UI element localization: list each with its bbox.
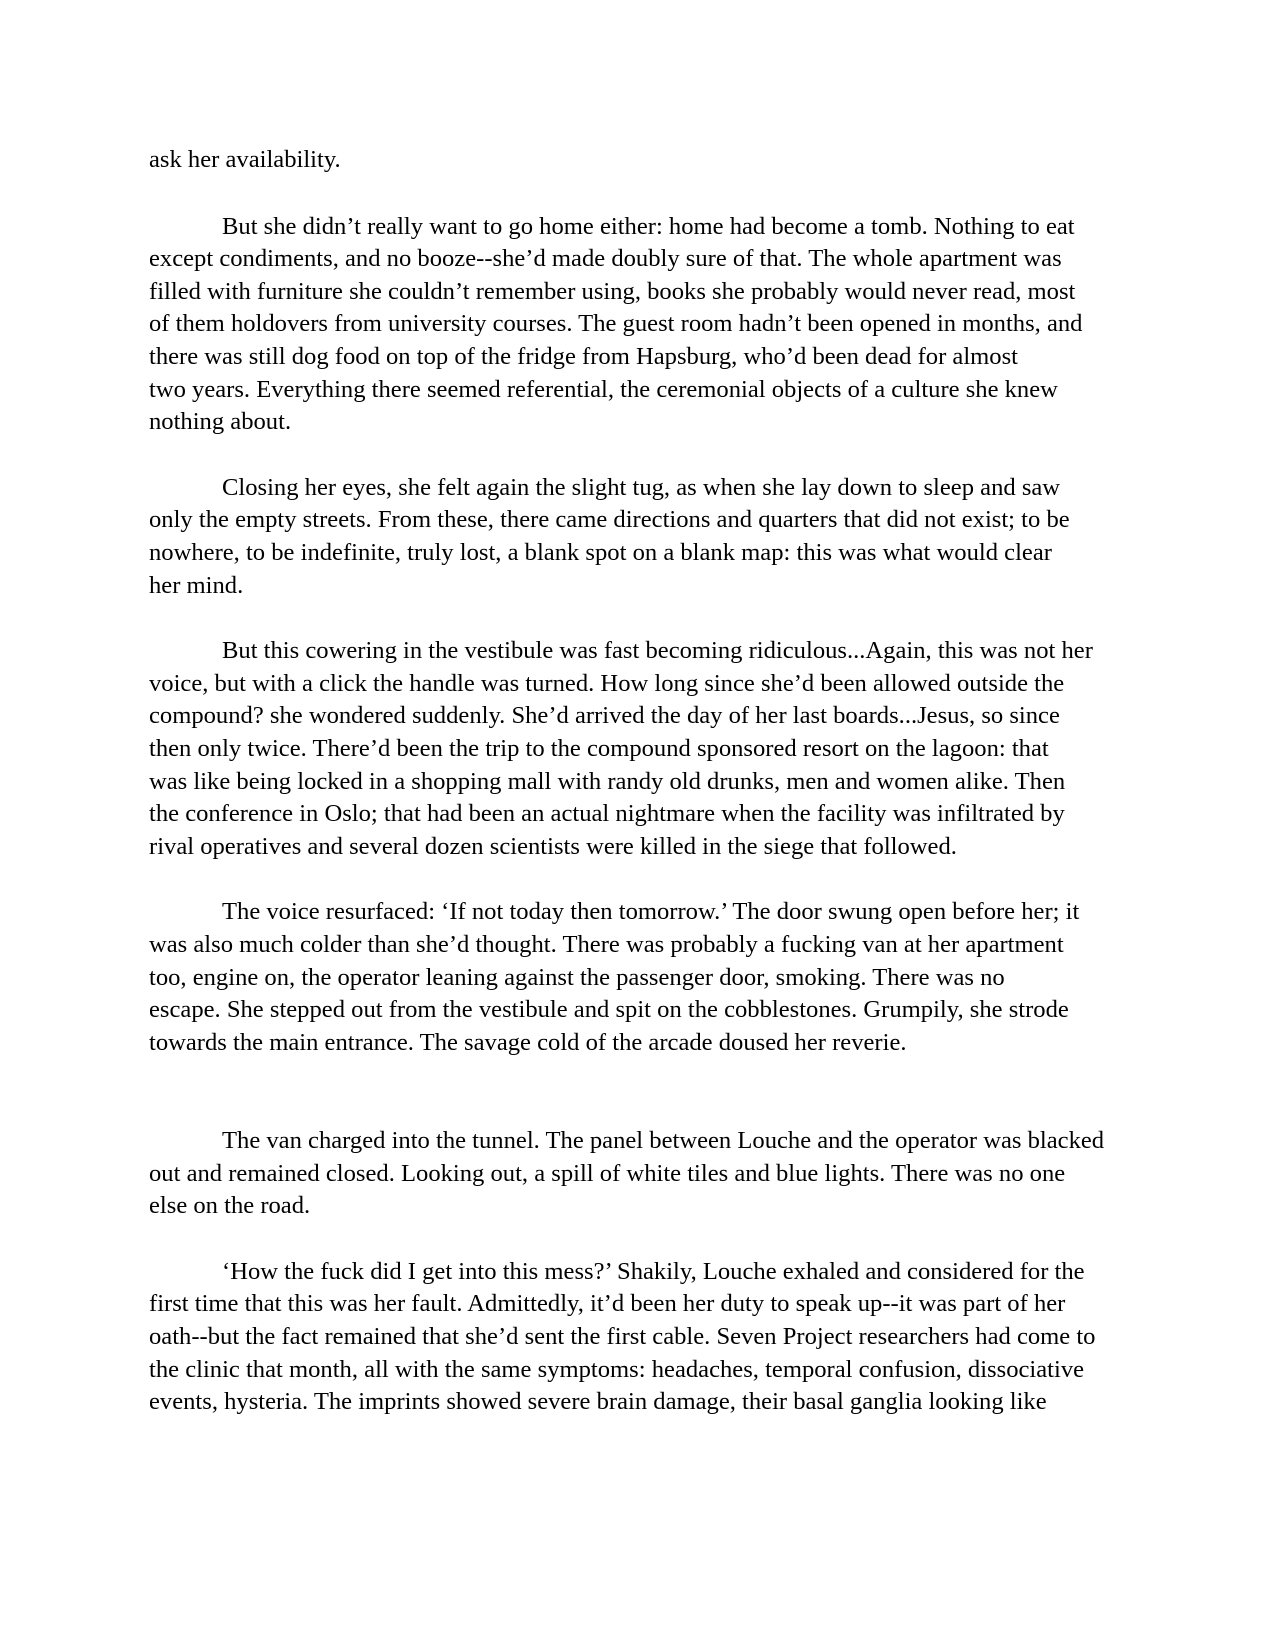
text-line: ‘How the fuck did I get into this mess?’ Shakily, Louche exhaled and considered for the (222, 1258, 1085, 1285)
text-line: the conference in Oslo; that had been an actual nightmare when the facility was infiltrated by (149, 800, 1065, 827)
text-line: out and remained closed. Looking out, a spill of white tiles and blue lights. There was no one (149, 1160, 1066, 1187)
text-line: nothing about. (149, 408, 292, 435)
text-line: else on the road. (149, 1192, 311, 1219)
text-line: her mind. (149, 572, 244, 599)
text-line: rival operatives and several dozen scientists were killed in the siege that followed. (149, 833, 957, 860)
text-line: two years. Everything there seemed referential, the ceremonial objects of a culture she knew (149, 376, 1058, 403)
text-line: except condiments, and no booze--she’d made doubly sure of that. The whole apartment was (149, 245, 1062, 272)
text-line: of them holdovers from university courses. The guest room hadn’t been opened in months, and (149, 310, 1083, 337)
text-line: Closing her eyes, she felt again the slight tug, as when she lay down to sleep and saw (222, 474, 1061, 501)
text-line: filled with furniture she couldn’t remember using, books she probably would never read, most (149, 278, 1076, 305)
text-line: events, hysteria. The imprints showed severe brain damage, their basal ganglia looking like (149, 1388, 1047, 1415)
text-line: towards the main entrance. The savage cold of the arcade doused her reverie. (149, 1029, 907, 1056)
text-line: oath--but the fact remained that she’d sent the first cable. Seven Project researchers had come to (149, 1323, 1096, 1350)
text-line: then only twice. There’d been the trip to the compound sponsored resort on the lagoon: that (149, 735, 1049, 762)
text-line: ask her availability. (149, 146, 341, 173)
text-line: But this cowering in the vestibule was fast becoming ridiculous...Again, this was not her (222, 637, 1093, 664)
text-line: nowhere, to be indefinite, truly lost, a blank spot on a blank map: this was what would clear (149, 539, 1052, 566)
text-line: only the empty streets. From these, there came directions and quarters that did not exist; to be (149, 506, 1070, 533)
text-line: the clinic that month, all with the same symptoms: headaches, temporal confusion, dissociative (149, 1356, 1085, 1383)
text-line: voice, but with a click the handle was turned. How long since she’d been allowed outside the (149, 670, 1065, 697)
text-line: there was still dog food on top of the fridge from Hapsburg, who’d been dead for almost (149, 343, 1019, 370)
text-line: was also much colder than she’d thought. There was probably a fucking van at her apartment (149, 931, 1064, 958)
text-line: The van charged into the tunnel. The panel between Louche and the operator was blacked (222, 1127, 1105, 1154)
text-line: But she didn’t really want to go home either: home had become a tomb. Nothing to eat (222, 213, 1075, 240)
text-line: first time that this was her fault. Admittedly, it’d been her duty to speak up--it was part of her (149, 1290, 1066, 1317)
text-line: was like being locked in a shopping mall with randy old drunks, men and women alike. Then (149, 768, 1066, 795)
text-line: escape. She stepped out from the vestibule and spit on the cobblestones. Grumpily, she strode (149, 996, 1069, 1023)
text-line: too, engine on, the operator leaning against the passenger door, smoking. There was no (149, 964, 1005, 991)
text-line: The voice resurfaced: ‘If not today then tomorrow.’ The door swung open before her; it (222, 898, 1080, 925)
text-line: compound? she wondered suddenly. She’d arrived the day of her last boards...Jesus, so since (149, 702, 1060, 729)
